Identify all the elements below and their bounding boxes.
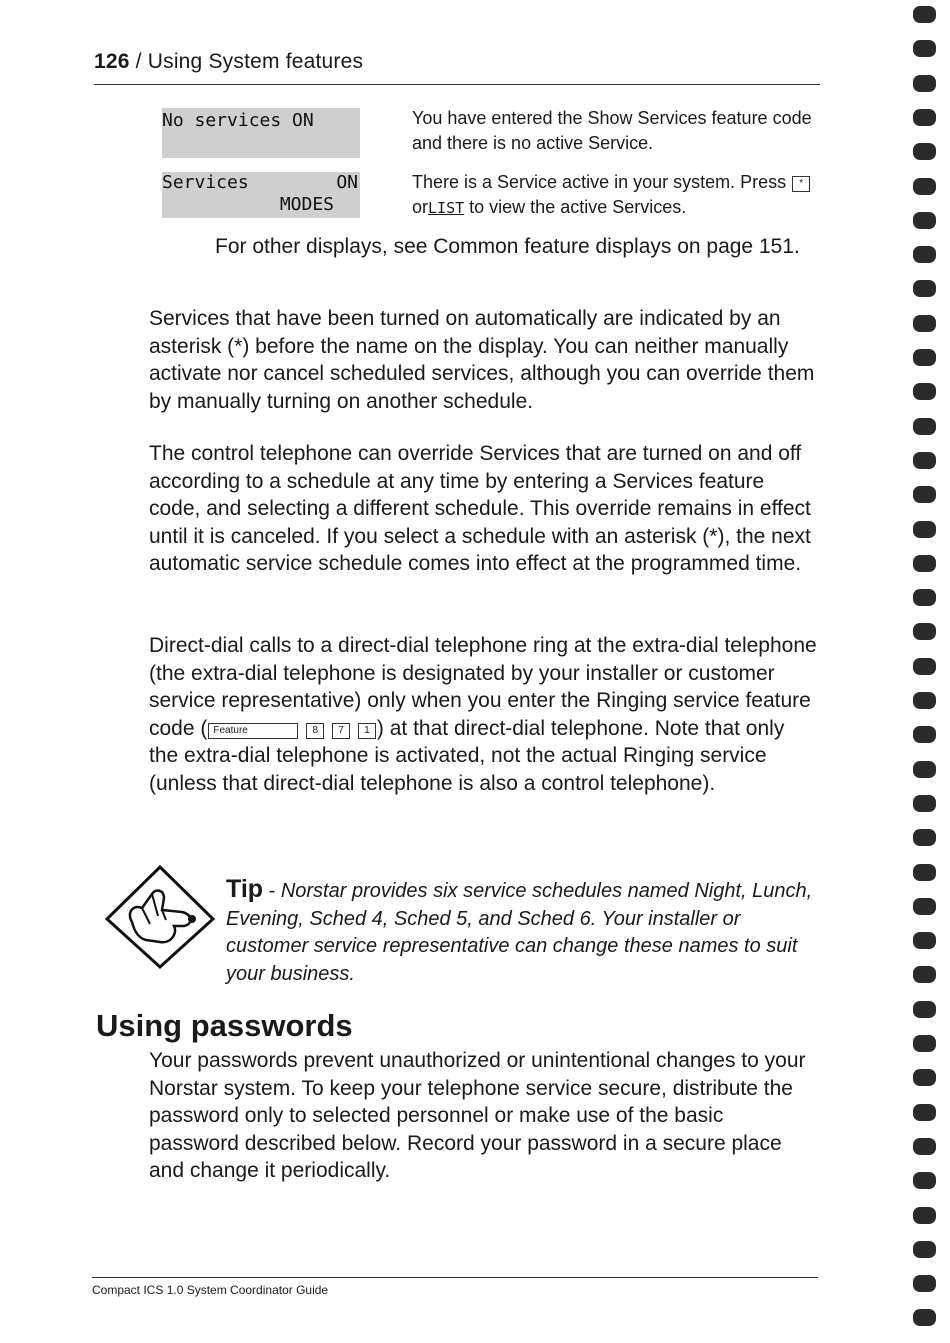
binding-hole bbox=[913, 452, 936, 469]
star-key: * bbox=[792, 176, 810, 192]
paragraph-direct-dial bbox=[149, 632, 819, 797]
desc-text-before: There is a Service active in your system. Press bbox=[412, 172, 787, 192]
other-displays-note: For other displays, see Common feature displays on page 151. bbox=[215, 235, 800, 258]
binding-hole bbox=[913, 932, 936, 949]
digit-key-1: 8 bbox=[306, 723, 324, 739]
binding-hole bbox=[913, 280, 936, 297]
paragraph-passwords: Your passwords prevent unauthorized or unintentional changes to your Norstar system. To keep your telephone service secure, distribute the password only to selected personnel or make use of the basic password described below. Record your password in a secure place and change it periodically. bbox=[149, 1049, 806, 1182]
desc-text-mid: or bbox=[412, 197, 429, 217]
digit-key-2: 7 bbox=[332, 723, 350, 739]
header-separator: / bbox=[129, 50, 148, 73]
binding-hole bbox=[913, 212, 936, 229]
page-footer: Compact ICS 1.0 System Coordinator Guide bbox=[92, 1283, 329, 1297]
tip-text: Norstar provides six service schedules named Night, Lunch, Evening, Sched 4, Sched 5, and Sched 6. Your installer or customer service representative can change these names to suit your business. bbox=[226, 880, 813, 985]
binding-hole bbox=[913, 864, 936, 881]
section-heading: Using passwords bbox=[96, 1008, 353, 1043]
paragraph-control-override: The control telephone can override Services that are turned on and off according to a schedule at any time by entering a Services feature code, and selecting a different schedule. This override remains in effect until it is canceled. If you select a schedule with an asterisk (*), the next automatic service schedule comes into effect at the programmed time. bbox=[149, 442, 811, 575]
page-number: 126 bbox=[94, 50, 130, 73]
lcd-line1-right: ON bbox=[336, 172, 358, 193]
lcd-line2: MODES bbox=[279, 194, 334, 215]
binding-hole bbox=[913, 1138, 936, 1155]
binding-hole bbox=[913, 966, 936, 983]
binding-hole bbox=[913, 1035, 936, 1052]
tip-box bbox=[226, 876, 826, 988]
binding-hole bbox=[913, 1275, 936, 1292]
binding-hole bbox=[913, 692, 936, 709]
binding-hole bbox=[913, 898, 936, 915]
binding-hole bbox=[913, 6, 936, 23]
feature-key: Feature bbox=[208, 723, 298, 739]
binding-hole bbox=[913, 1172, 936, 1189]
pointing-hand-tip-icon bbox=[104, 864, 216, 970]
lcd-display-no-services bbox=[162, 108, 360, 158]
binding-hole bbox=[913, 623, 936, 640]
desc-text-after: to view the active Services. bbox=[469, 197, 687, 217]
spiral-binding bbox=[913, 0, 950, 1343]
direct-dial-text-before: Direct-dial calls to a direct-dial telephone ring at the extra-dial telephone (the extra-dial telephone is designated by your installer or customer service representative) only when you enter the Ringing service feature code ( bbox=[149, 634, 817, 740]
binding-hole bbox=[913, 143, 936, 160]
binding-hole bbox=[913, 75, 936, 92]
binding-hole bbox=[913, 246, 936, 263]
lcd-display-services-on bbox=[162, 172, 360, 218]
display-description-no-services: You have entered the Show Services feature code and there is no active Service. bbox=[412, 108, 812, 153]
binding-hole bbox=[913, 418, 936, 435]
header-section: Using System features bbox=[147, 50, 364, 73]
binding-hole bbox=[913, 315, 936, 332]
footer-rule bbox=[92, 1277, 818, 1278]
direct-dial-text-after: ) at that direct-dial telephone. Note that only the extra-dial telephone is activated, not the actual Ringing service (unless that direct-dial telephone is also a control telephone). bbox=[149, 716, 785, 795]
binding-hole bbox=[913, 589, 936, 606]
binding-hole bbox=[913, 521, 936, 538]
binding-hole bbox=[913, 349, 936, 366]
binding-hole bbox=[913, 1309, 936, 1326]
binding-hole bbox=[913, 1207, 936, 1224]
digit-key-3: 1 bbox=[358, 723, 376, 739]
binding-hole bbox=[913, 383, 936, 400]
binding-hole bbox=[913, 795, 936, 812]
binding-hole bbox=[913, 486, 936, 503]
binding-hole bbox=[913, 1001, 936, 1018]
tip-label: Tip bbox=[226, 875, 264, 903]
binding-hole bbox=[913, 726, 936, 743]
binding-hole bbox=[913, 658, 936, 675]
lcd-line1-left: Services bbox=[162, 172, 249, 193]
binding-hole bbox=[913, 40, 936, 57]
binding-hole bbox=[913, 178, 936, 195]
lcd-line1: No services ON bbox=[162, 110, 314, 131]
page-header bbox=[94, 50, 363, 74]
binding-hole bbox=[913, 1241, 936, 1258]
display-description-services-on bbox=[412, 170, 812, 221]
binding-hole bbox=[913, 761, 936, 778]
paragraph-scheduled-services: Services that have been turned on automatically are indicated by an asterisk (*) before the name on the display. You can neither manually activate nor cancel scheduled services, although you can override them by manually turning on another schedule. bbox=[149, 307, 815, 413]
binding-hole bbox=[913, 555, 936, 572]
header-rule bbox=[94, 84, 820, 85]
binding-hole bbox=[913, 829, 936, 846]
list-softkey: LIST bbox=[428, 199, 465, 217]
tip-dash: - bbox=[263, 880, 281, 902]
binding-hole bbox=[913, 1104, 936, 1121]
binding-hole bbox=[913, 1069, 936, 1086]
binding-hole bbox=[913, 109, 936, 126]
